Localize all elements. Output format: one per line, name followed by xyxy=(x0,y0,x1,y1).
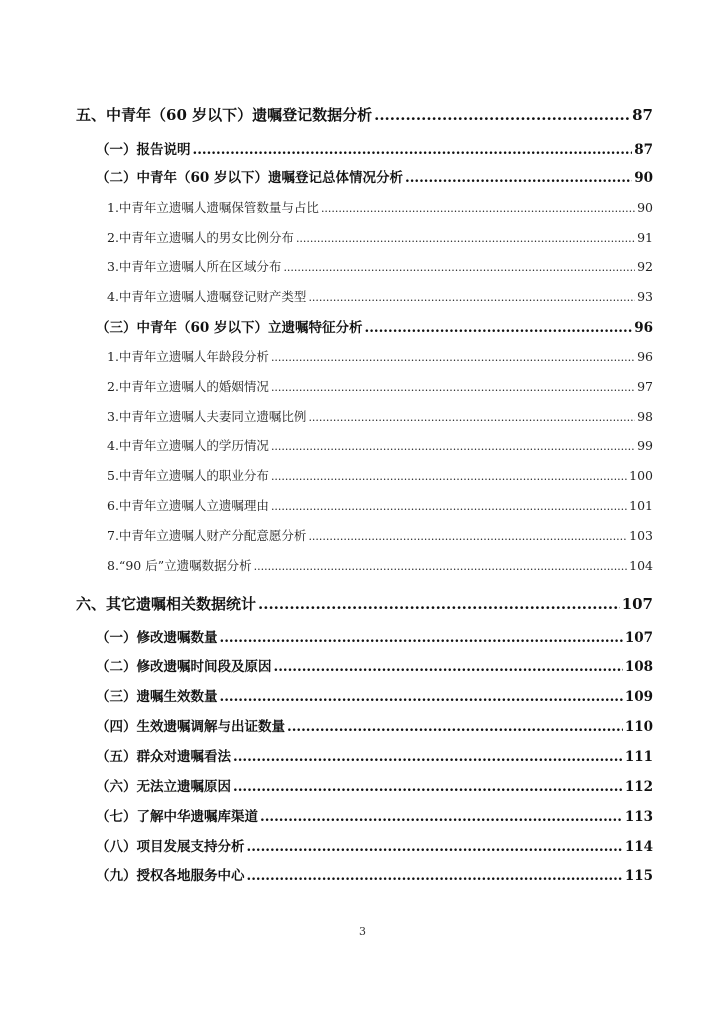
toc-entry-title: （六）无法立遗嘱原因 xyxy=(96,779,231,795)
toc-entry-page: 115 xyxy=(624,868,653,884)
toc-entry-page: 113 xyxy=(624,809,653,825)
toc-entry[interactable] xyxy=(107,526,653,544)
toc-entry[interactable] xyxy=(107,287,653,305)
dot-leader xyxy=(254,558,628,573)
toc-entry[interactable] xyxy=(107,228,653,246)
toc-entry[interactable] xyxy=(96,655,653,675)
toc-entry[interactable] xyxy=(107,198,653,216)
toc-entry-page: 90 xyxy=(634,170,653,186)
toc-entry-page: 93 xyxy=(637,289,653,304)
toc-entry-title: （八）项目发展支持分析 xyxy=(96,839,245,855)
dot-leader xyxy=(283,259,635,274)
dot-leader xyxy=(287,719,623,735)
toc-entry[interactable] xyxy=(96,775,653,795)
dot-leader xyxy=(405,170,632,186)
dot-leader xyxy=(365,320,633,336)
toc-entry[interactable] xyxy=(96,316,653,336)
dot-leader xyxy=(220,630,623,646)
toc-entry-title: （二）中青年（60 岁以下）遗嘱登记总体情况分析 xyxy=(96,170,403,186)
dot-leader xyxy=(220,689,623,705)
dot-leader xyxy=(308,528,627,543)
page-number: 3 xyxy=(359,925,366,938)
toc-entry-title: 8.“90 后”立遗嘱数据分析 xyxy=(107,558,252,573)
toc-entry-title: （三）遗嘱生效数量 xyxy=(96,689,218,705)
dot-leader xyxy=(271,438,635,453)
toc-entry-page: 103 xyxy=(629,528,653,543)
toc-entry[interactable] xyxy=(107,257,653,275)
toc-entry-title: （二）修改遗嘱时间段及原因 xyxy=(96,659,272,675)
toc-entry-title: （三）中青年（60 岁以下）立遗嘱特征分析 xyxy=(96,320,363,336)
toc-entry[interactable] xyxy=(107,436,653,454)
toc-entry-title: 6.中青年立遗嘱人立遗嘱理由 xyxy=(107,498,269,513)
toc-entry-page: 111 xyxy=(624,749,653,765)
toc-entry[interactable] xyxy=(96,685,653,705)
toc-entry-title: 1.中青年立遗嘱人年龄段分析 xyxy=(107,349,269,364)
dot-leader xyxy=(260,809,623,825)
toc-entry[interactable] xyxy=(96,138,653,158)
toc-entry-page: 101 xyxy=(629,498,653,513)
toc-entry-page: 87 xyxy=(634,142,653,158)
dot-leader xyxy=(271,379,635,394)
toc-entry[interactable] xyxy=(96,835,653,855)
toc-entry[interactable] xyxy=(96,864,653,884)
dot-leader xyxy=(296,230,635,245)
toc-entry-page: 107 xyxy=(621,595,653,613)
toc-entry-title: 3.中青年立遗嘱人所在区域分布 xyxy=(107,259,282,274)
dot-leader xyxy=(274,659,623,675)
dot-leader xyxy=(271,468,627,483)
toc-entry-page: 104 xyxy=(629,558,653,573)
toc-entry[interactable] xyxy=(96,715,653,735)
toc-entry[interactable] xyxy=(96,166,653,186)
toc-entry-title: （四）生效遗嘱调解与出证数量 xyxy=(96,719,285,735)
toc-entry[interactable] xyxy=(96,745,653,765)
toc-entry-page: 109 xyxy=(624,689,653,705)
toc-entry-title: 4.中青年立遗嘱人的学历情况 xyxy=(107,438,269,453)
dot-leader xyxy=(321,200,635,215)
dot-leader xyxy=(247,839,623,855)
dot-leader xyxy=(308,289,635,304)
dot-leader xyxy=(233,749,623,765)
toc-entry-title: （一）修改遗嘱数量 xyxy=(96,630,218,646)
toc-entry-page: 107 xyxy=(624,630,653,646)
toc-entry[interactable] xyxy=(96,805,653,825)
toc-entry-title: 六、其它遗嘱相关数据统计 xyxy=(76,595,257,613)
dot-leader xyxy=(374,106,630,124)
toc-entry-title: 1.中青年立遗嘱人遗嘱保管数量与占比 xyxy=(107,200,319,215)
toc-entry-title: 4.中青年立遗嘱人遗嘱登记财产类型 xyxy=(107,289,307,304)
toc-entry[interactable] xyxy=(107,466,653,484)
toc-entry-title: 7.中青年立遗嘱人财产分配意愿分析 xyxy=(107,528,307,543)
toc-entry-page: 91 xyxy=(637,230,653,245)
toc-entry-page: 90 xyxy=(637,200,653,215)
dot-leader xyxy=(258,595,620,613)
dot-leader xyxy=(308,409,635,424)
toc-entry[interactable] xyxy=(107,556,653,574)
toc-entry-page: 99 xyxy=(637,438,653,453)
toc-entry-page: 114 xyxy=(624,839,653,855)
toc-entry-title: （七）了解中华遗嘱库渠道 xyxy=(96,809,258,825)
toc-entry-title: （五）群众对遗嘱看法 xyxy=(96,749,231,765)
toc-entry-page: 98 xyxy=(637,409,653,424)
toc-entry-page: 92 xyxy=(637,259,653,274)
toc-entry[interactable] xyxy=(107,377,653,395)
dot-leader xyxy=(247,868,623,884)
toc-entry[interactable] xyxy=(107,407,653,425)
toc-entry-page: 96 xyxy=(637,349,653,364)
toc-entry-title: 2.中青年立遗嘱人的男女比例分布 xyxy=(107,230,294,245)
toc-entry-title: 3.中青年立遗嘱人夫妻同立遗嘱比例 xyxy=(107,409,307,424)
toc-entry-page: 97 xyxy=(637,379,653,394)
toc-entry-title: 2.中青年立遗嘱人的婚姻情况 xyxy=(107,379,269,394)
toc-entry-page: 110 xyxy=(624,719,653,735)
toc-entry-section-5[interactable] xyxy=(76,104,653,125)
dot-leader xyxy=(271,498,627,513)
toc-entry[interactable] xyxy=(107,496,653,514)
toc-entry-title: （一）报告说明 xyxy=(96,142,191,158)
toc-entry-title: 五、中青年（60 岁以下）遗嘱登记数据分析 xyxy=(76,106,373,124)
dot-leader xyxy=(271,349,635,364)
toc-entry-title: （九）授权各地服务中心 xyxy=(96,868,245,884)
toc-entry-page: 112 xyxy=(624,779,653,795)
toc-entry-page: 96 xyxy=(634,320,653,336)
toc-entry-page: 100 xyxy=(629,468,653,483)
toc-entry-section-6[interactable] xyxy=(76,593,653,614)
toc-entry[interactable] xyxy=(96,626,653,646)
dot-leader xyxy=(233,779,623,795)
toc-entry-title: 5.中青年立遗嘱人的职业分布 xyxy=(107,468,269,483)
toc-entry-page: 108 xyxy=(624,659,653,675)
toc-entry-page: 87 xyxy=(632,106,653,124)
toc-entry[interactable] xyxy=(107,347,653,365)
dot-leader xyxy=(193,142,633,158)
